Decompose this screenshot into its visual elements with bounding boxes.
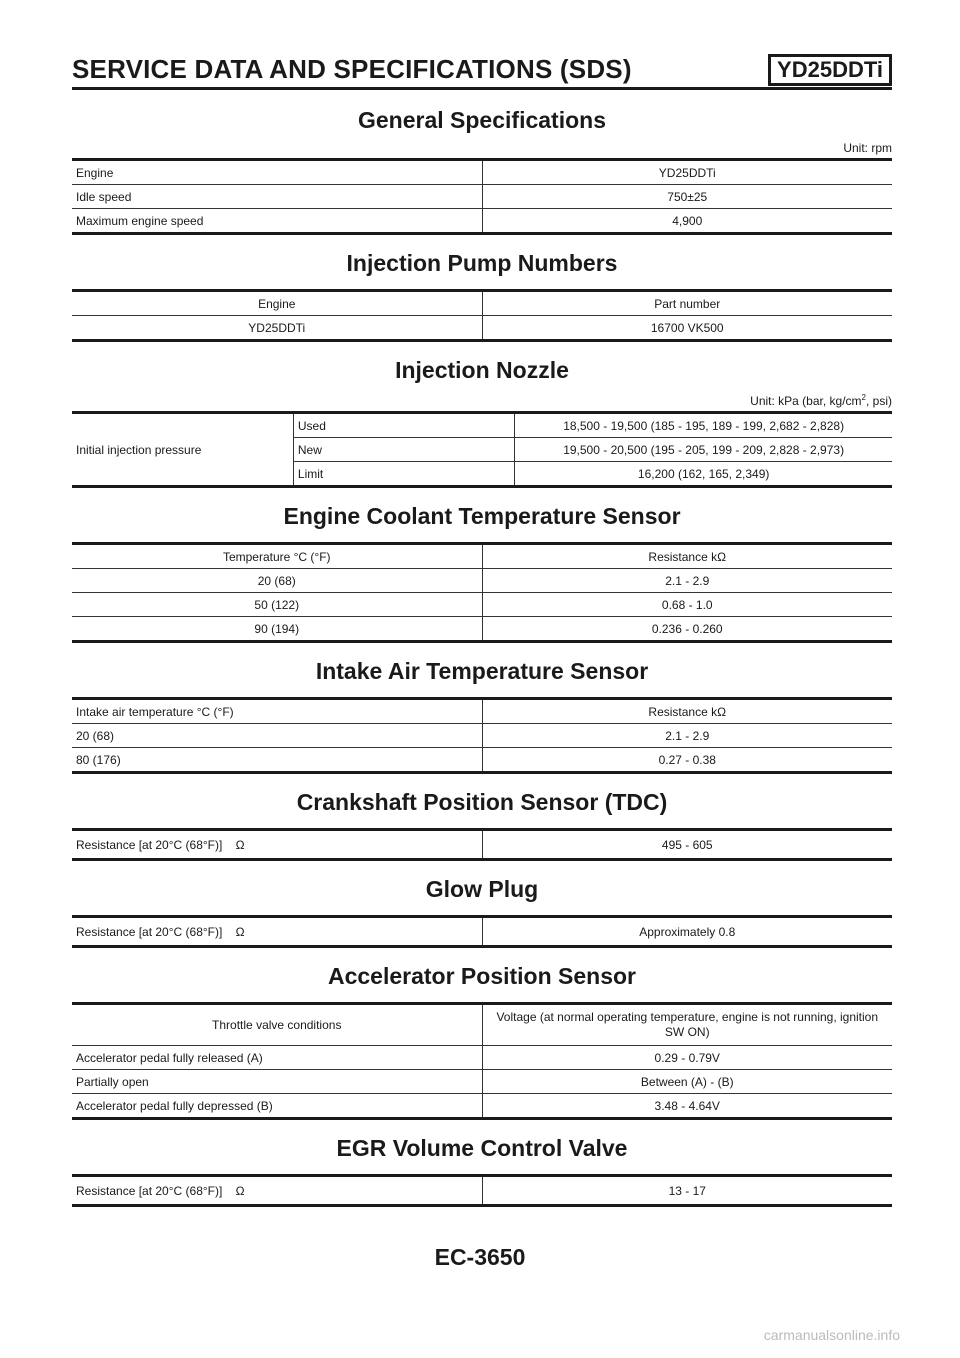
table-row [72,569,892,593]
header-rule [72,87,892,90]
cell-label: Partially open [72,1070,482,1094]
cell-label: 20 (68) [72,724,482,748]
table-header-row [72,1004,892,1046]
cell-label: Accelerator pedal fully released (A) [72,1046,482,1070]
general-title: General Specifications [358,107,606,133]
general-unit: Unit: rpm [843,141,892,155]
cell-label: Maximum engine speed [72,209,482,234]
glow-title: Glow Plug [425,876,539,902]
header-cell: Engine [72,291,482,316]
cell-value: 2.1 - 2.9 [482,724,892,748]
header-title: SERVICE DATA AND SPECIFICATIONS (SDS) [72,54,632,84]
egr-table [72,1174,892,1207]
cell-value: 495 - 605 [661,837,713,852]
pump-title: Injection Pump Numbers [346,250,618,276]
cell-value: 4,900 [672,213,703,228]
egr-title: EGR Volume Control Valve [336,1135,628,1161]
pump-table [72,289,892,342]
watermark: carmanualsonline.info [763,1327,900,1343]
header-cell: Temperature °C (°F) [72,544,482,569]
header-cell: Intake air temperature °C (°F) [72,699,482,724]
cell-label: 90 (194) [72,617,482,642]
cell-value: 0.29 - 0.79V [482,1046,892,1070]
cell-value: Approximately 0.8 [639,924,736,939]
cell-value: 16,200 (162, 165, 2,349) [637,466,770,481]
table-row [72,185,892,209]
cell-value: 0.68 - 1.0 [482,593,892,617]
nozzle-title: Injection Nozzle [395,357,569,383]
header-cell: Throttle valve conditions [72,1004,482,1046]
cell-label: Accelerator pedal fully depressed (B) [72,1094,482,1119]
cell-value: 2.1 - 2.9 [482,569,892,593]
cell-value: 19,500 - 20,500 (195 - 205, 199 - 209, 2,828 - 2,973) [515,438,892,462]
table-header-row [72,544,892,569]
table-header-row [72,291,892,316]
cell-value: 13 - 17 [668,1183,706,1198]
cell-label: YD25DDTi [72,316,482,341]
header-cell: Part number [482,291,892,316]
header-cell: Voltage (at normal operating temperature, engine is not running, ignition SW ON) [482,1004,892,1046]
cell-label: Resistance [at 20°C (68°F)] Ω [72,1176,482,1206]
cell-label: Idle speed [72,185,482,209]
crank-title: Crankshaft Position Sensor (TDC) [296,789,668,815]
coolant-table [72,542,892,643]
table-row [72,1070,892,1094]
cell-label: 80 (176) [72,748,482,773]
nozzle-unit: Unit: kPa (bar, $kg/cm^2$, psi) [750,393,892,408]
accel-title: Accelerator Position Sensor [327,963,637,989]
header-cell: Resistance kΩ [482,544,892,569]
table-row [72,1176,892,1206]
content [72,104,892,1207]
cell-sub: New [293,438,514,462]
table-row [72,830,892,860]
page-header [72,52,892,86]
cell-value: 18,500 - 19,500 (185 - 195, 189 - 199, 2,682 - 2,828) [515,413,892,438]
cell-label: 20 (68) [72,569,482,593]
cell-value: 3.48 - 4.64V [654,1098,720,1113]
table-row [72,1046,892,1070]
table-row [72,724,892,748]
general-table [72,158,892,235]
table-header-row [72,699,892,724]
cell-value: YD25DDTi [482,160,892,185]
cell-label: Initial injection pressure [72,413,293,487]
table-row [72,617,892,642]
crank-table [72,828,892,861]
header-cell: Resistance kΩ [482,699,892,724]
table-row [72,316,892,341]
cell-value: 0.27 - 0.38 [658,752,716,767]
coolant-title: Engine Coolant Temperature Sensor [283,503,681,529]
table-row [72,748,892,773]
table-row [72,1094,892,1119]
engine-badge: YD25DDTi [768,54,892,86]
cell-sub: Limit [293,462,514,487]
cell-value: Between (A) - (B) [482,1070,892,1094]
table-row [72,413,892,438]
table-row [72,160,892,185]
intake-table [72,697,892,774]
cell-label: Resistance [at 20°C (68°F)] Ω [72,917,482,947]
table-row [72,917,892,947]
cell-sub: Used [293,413,514,438]
table-row [72,209,892,234]
cell-value: 0.236 - 0.260 [651,621,723,636]
accel-table [72,1002,892,1120]
cell-value: 16700 VK500 [650,320,724,335]
table-row [72,593,892,617]
intake-title: Intake Air Temperature Sensor [315,658,649,684]
glow-table [72,915,892,948]
cell-label: Engine [72,160,482,185]
nozzle-table [72,411,892,488]
cell-value: 750±25 [482,185,892,209]
page-number: EC-3650 [434,1244,526,1270]
cell-label: Resistance [at 20°C (68°F)] Ω [72,830,482,860]
cell-label: 50 (122) [72,593,482,617]
